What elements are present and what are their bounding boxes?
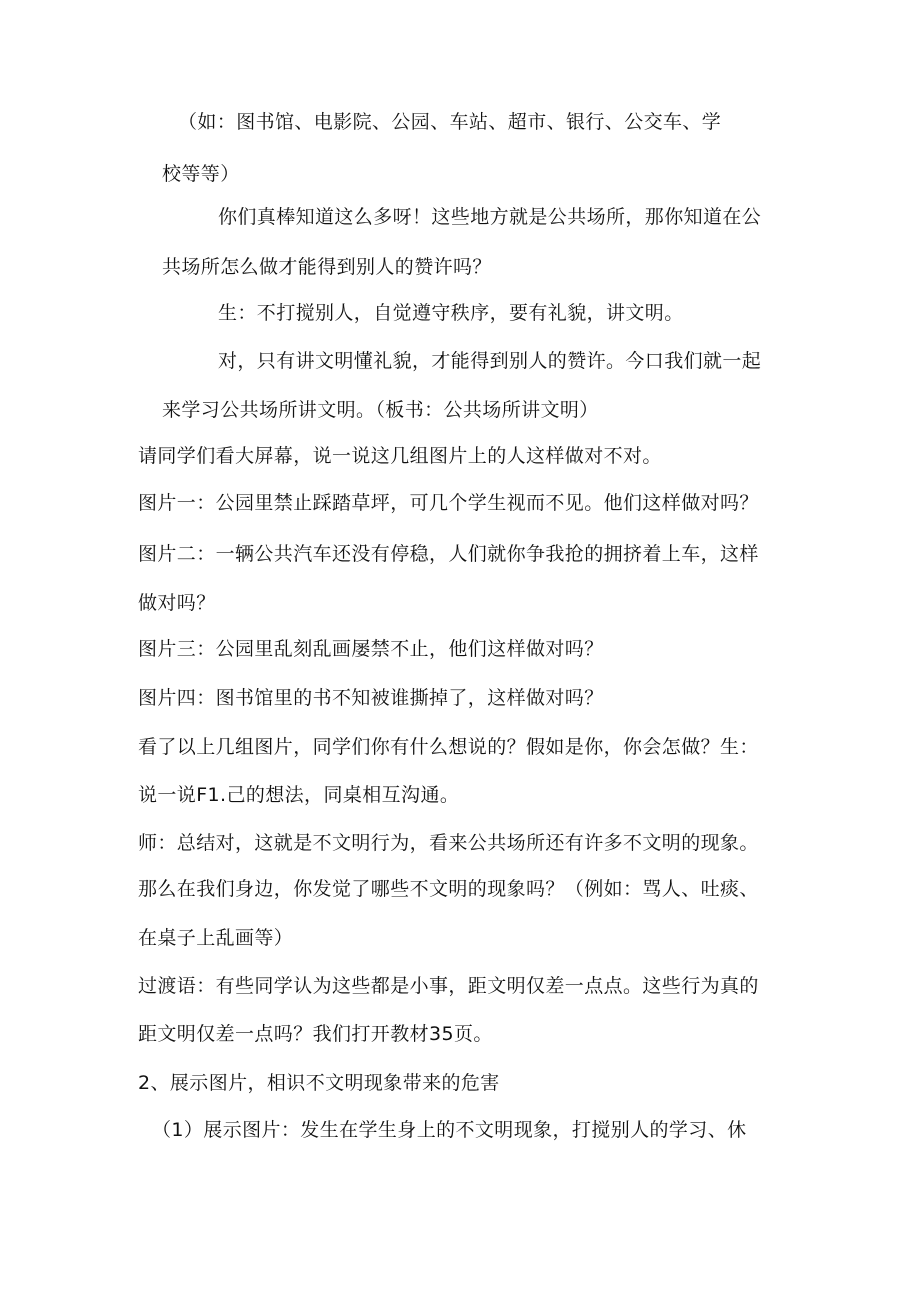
text-line: 距文明仅差一点吗？我们打开教材35页。 <box>138 1023 493 1045</box>
text-line: 做对吗？ <box>138 592 216 614</box>
text-line: 图片四：图书馆里的书不知被谁撕掉了，这样做对吗？ <box>138 687 604 709</box>
text-line: 图片二：一辆公共汽车还没有停稳，人们就你争我抢的拥挤着上车，这样 <box>138 543 759 565</box>
text-line: 校等等） <box>162 163 240 185</box>
text-line: 在桌子上乱画等） <box>138 927 294 949</box>
text-line: （如：图书馆、电影院、公园、车站、超市、银行、公交车、学 <box>178 111 722 133</box>
text-line: 过渡语：有些同学认为这些都是小事，距文明仅差一点点。这些行为真的 <box>138 975 759 997</box>
text-line: 你们真棒知道这么多呀！这些地方就是公共场所，那你知道在公 <box>218 206 762 228</box>
text-line: 共场所怎么做才能得到别人的赞许吗？ <box>162 256 492 278</box>
section-heading: 2、展示图片，相识不文明现象带来的危害 <box>138 1072 500 1094</box>
text-line: 图片一：公园里禁止踩踏草坪，可几个学生视而不见。他们这样做对吗？ <box>138 492 759 514</box>
text-line: 说一说F1.己的想法，同桌相互沟通。 <box>138 784 460 806</box>
text-line: 请同学们看大屏幕，说一说这几组图片上的人这样做对不对。 <box>138 445 662 467</box>
text-line: 生：不打搅别人，自觉遵守秩序，要有礼貌，讲文明。 <box>218 302 684 324</box>
text-line: （1）展示图片：发生在学生身上的不文明现象，打搅别人的学习、休 <box>152 1119 747 1141</box>
text-line: 看了以上几组图片，同学们你有什么想说的？假如是你，你会怎做？生： <box>138 736 759 758</box>
text-line: 那么在我们身边，你发觉了哪些不文明的现象吗？（例如：骂人、吐痰、 <box>138 878 759 900</box>
text-line: 图片三：公园里乱刻乱画屡禁不止，他们这样做对吗？ <box>138 638 604 660</box>
text-line: 师：总结对，这就是不文明行为，看来公共场所还有许多不文明的现象。 <box>138 832 759 854</box>
text-line: 对，只有讲文明懂礼貌，才能得到别人的赞许。今口我们就一起 <box>218 350 762 372</box>
text-line: 来学习公共场所讲文明。（板书：公共场所讲文明） <box>162 399 599 421</box>
